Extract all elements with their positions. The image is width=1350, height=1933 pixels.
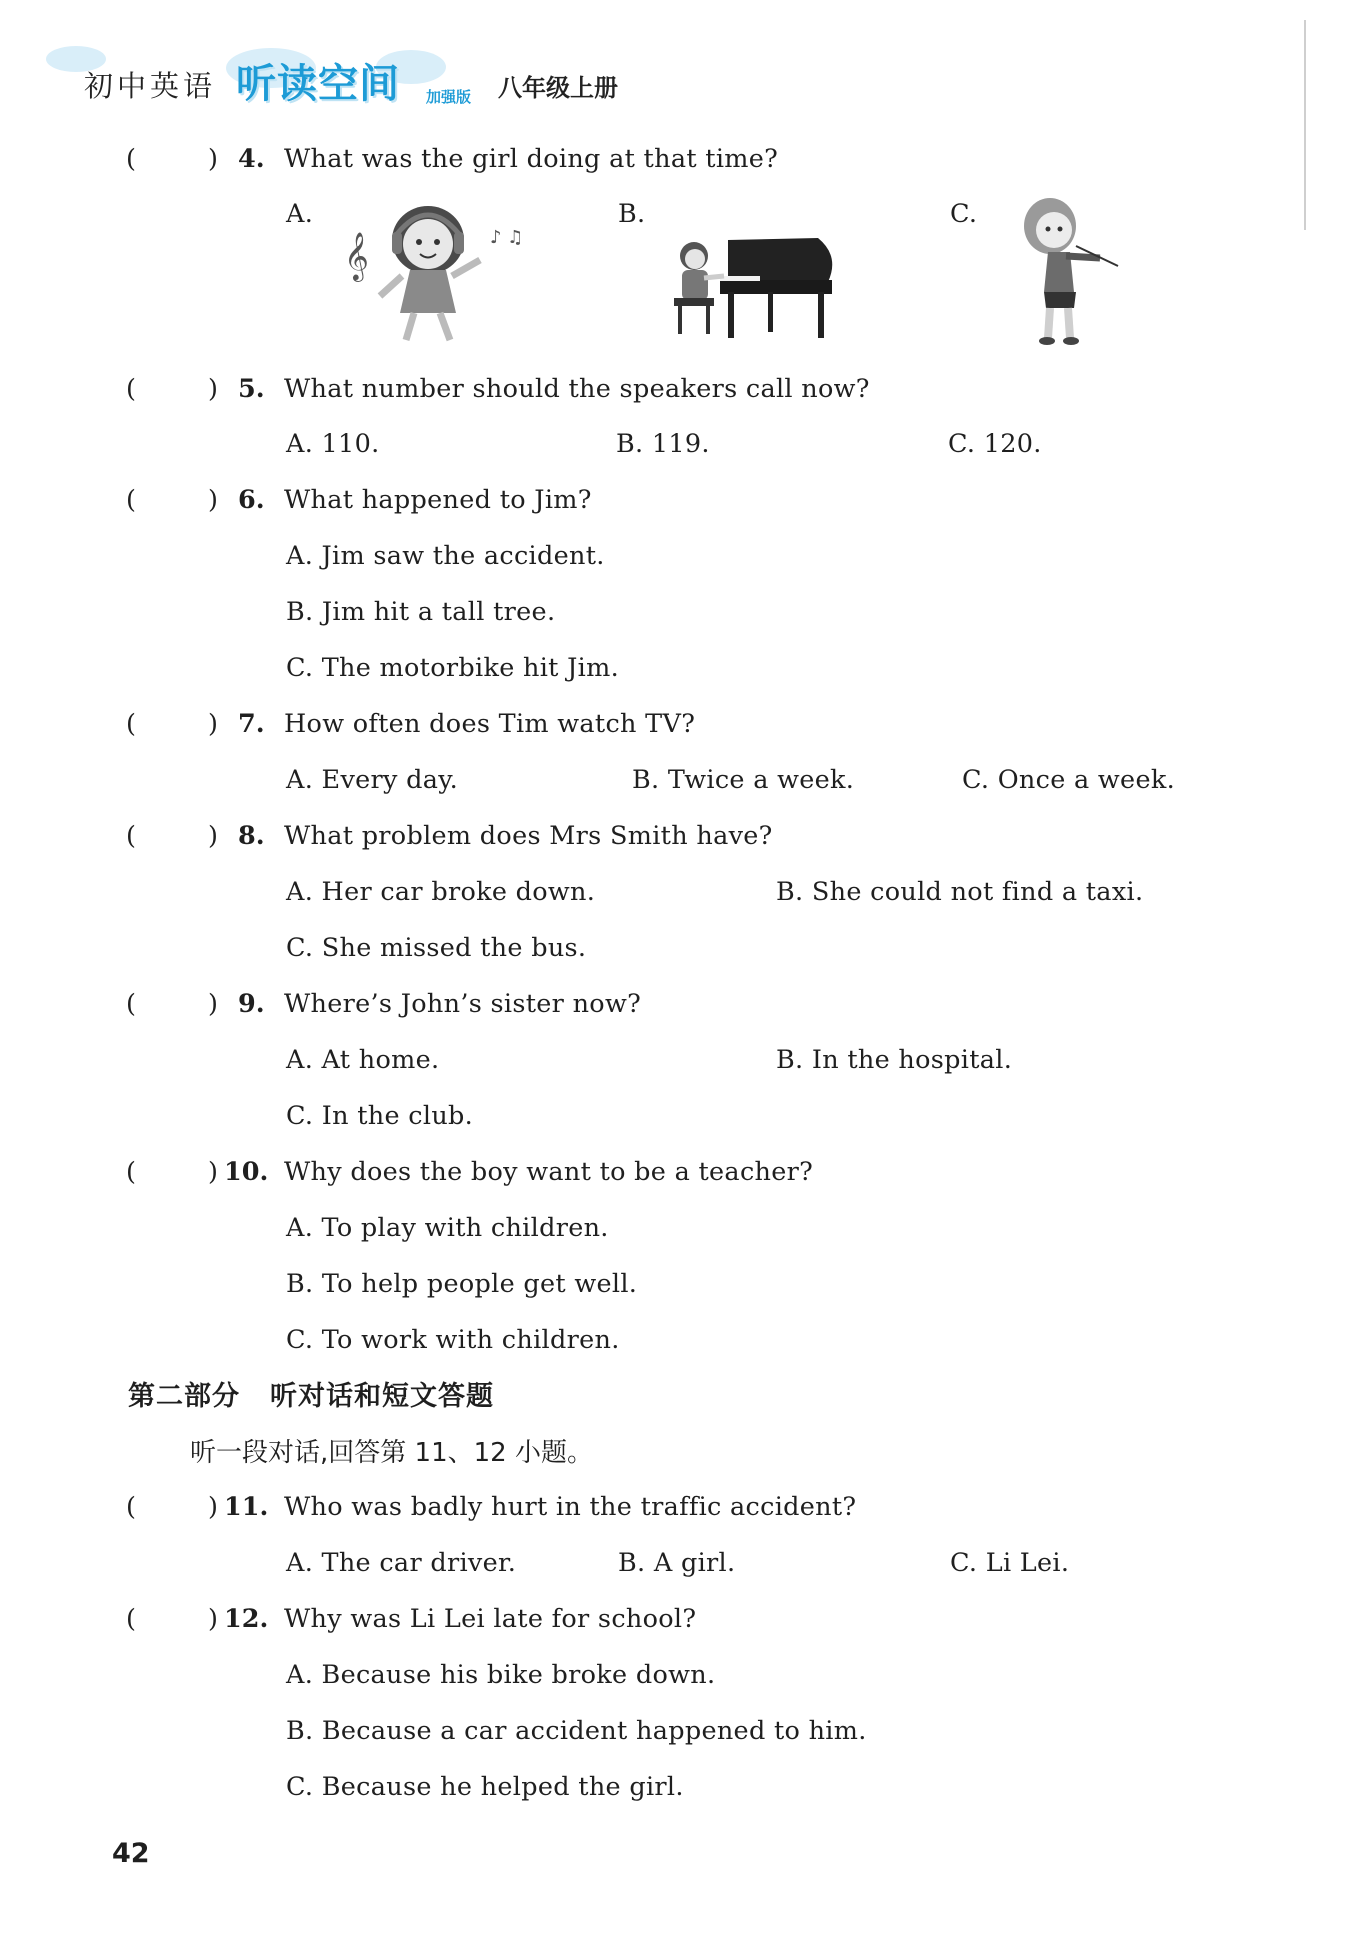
question-text: Why does the boy want to be a teacher?: [284, 1157, 814, 1187]
option-b: B. To help people get well.: [286, 1269, 638, 1299]
option-c: C. In the club.: [286, 1101, 474, 1131]
option-b: B. Because a car accident happened to him.: [286, 1716, 867, 1746]
answer-paren-right: ): [208, 821, 218, 851]
question-text: What number should the speakers call now?: [284, 374, 870, 404]
option-c: C. To work with children.: [286, 1325, 620, 1355]
section-heading: [128, 1374, 524, 1413]
option-c: C. Li Lei.: [950, 1548, 1070, 1578]
question-number: 7.: [238, 709, 265, 739]
page-header: [76, 46, 776, 116]
answer-paren-left: (: [126, 989, 136, 1019]
page-number: 42: [112, 1838, 150, 1869]
question-number: 5.: [238, 374, 265, 404]
question-text: What was the girl doing at that time?: [284, 144, 779, 174]
question-number: 10.: [224, 1157, 269, 1187]
answer-paren-left: (: [126, 144, 136, 174]
section-part-label: 第二部分: [128, 1381, 240, 1412]
option-a: A. Jim saw the accident.: [286, 541, 605, 571]
section-title: 听对话和短文答题: [270, 1381, 494, 1412]
grade-label: 八年级上册: [498, 74, 618, 102]
question-number: 9.: [238, 989, 265, 1019]
girl-playing-violin-picture: [1010, 196, 1130, 348]
option-c: C. The motorbike hit Jim.: [286, 653, 619, 683]
option-b: B. 119.: [616, 429, 710, 459]
question-text: What problem does Mrs Smith have?: [284, 821, 773, 851]
option-a: A. 110.: [286, 429, 380, 459]
option-c: C. 120.: [948, 429, 1042, 459]
question-text: Who was badly hurt in the traffic accident?: [284, 1492, 857, 1522]
option-b: B.: [618, 199, 646, 229]
option-c: C. Because he helped the girl.: [286, 1772, 684, 1802]
answer-paren-left: (: [126, 1157, 136, 1187]
answer-paren-left: (: [126, 1492, 136, 1522]
option-c: C.: [950, 199, 978, 229]
svg-text:𝄞: 𝄞: [344, 231, 369, 280]
question-text: Why was Li Lei late for school?: [284, 1604, 697, 1634]
girl-playing-piano-picture: [668, 226, 840, 344]
answer-paren-left: (: [126, 1604, 136, 1634]
option-a: A. Every day.: [286, 765, 458, 795]
option-b: B. A girl.: [618, 1548, 736, 1578]
answer-paren-right: ): [208, 144, 218, 174]
answer-paren-right: ): [208, 485, 218, 515]
option-a: A. Her car broke down.: [286, 877, 596, 907]
question-text: What happened to Jim?: [284, 485, 592, 515]
question-number: 12.: [224, 1604, 269, 1634]
girl-singing-picture: [340, 198, 540, 348]
answer-paren-right: ): [208, 1492, 218, 1522]
svg-text:♪ ♫: ♪ ♫: [490, 227, 524, 248]
answer-paren-left: (: [126, 709, 136, 739]
question-number: 11.: [224, 1492, 269, 1522]
option-b: B. Twice a week.: [632, 765, 855, 795]
question-number: 4.: [238, 144, 265, 174]
edition-label: 加强版: [426, 88, 472, 106]
question-number: 8.: [238, 821, 265, 851]
question-number: 6.: [238, 485, 265, 515]
option-b: B. She could not find a taxi.: [776, 877, 1144, 907]
option-a: A. Because his bike broke down.: [286, 1660, 716, 1690]
answer-paren-right: ): [208, 1157, 218, 1187]
answer-paren-right: ): [208, 709, 218, 739]
brand-logo: 听读空间: [236, 61, 400, 107]
option-c: C. Once a week.: [962, 765, 1175, 795]
answer-paren-right: ): [208, 1604, 218, 1634]
option-b: B. Jim hit a tall tree.: [286, 597, 556, 627]
option-a: A.: [286, 199, 314, 229]
question-text: Where’s John’s sister now?: [284, 989, 642, 1019]
option-b: B. In the hospital.: [776, 1045, 1013, 1075]
answer-paren-right: ): [208, 989, 218, 1019]
option-a: A. The car driver.: [286, 1548, 517, 1578]
answer-paren-left: (: [126, 374, 136, 404]
option-a: A. At home.: [286, 1045, 440, 1075]
option-c: C. She missed the bus.: [286, 933, 587, 963]
answer-paren-left: (: [126, 821, 136, 851]
answer-paren-right: ): [208, 374, 218, 404]
section-instruction: 听一段对话,回答第 11、12 小题。: [190, 1438, 593, 1468]
option-a: A. To play with children.: [286, 1213, 609, 1243]
book-series-title: 初中英语: [84, 69, 217, 103]
answer-paren-left: (: [126, 485, 136, 515]
question-text: How often does Tim watch TV?: [284, 709, 696, 739]
